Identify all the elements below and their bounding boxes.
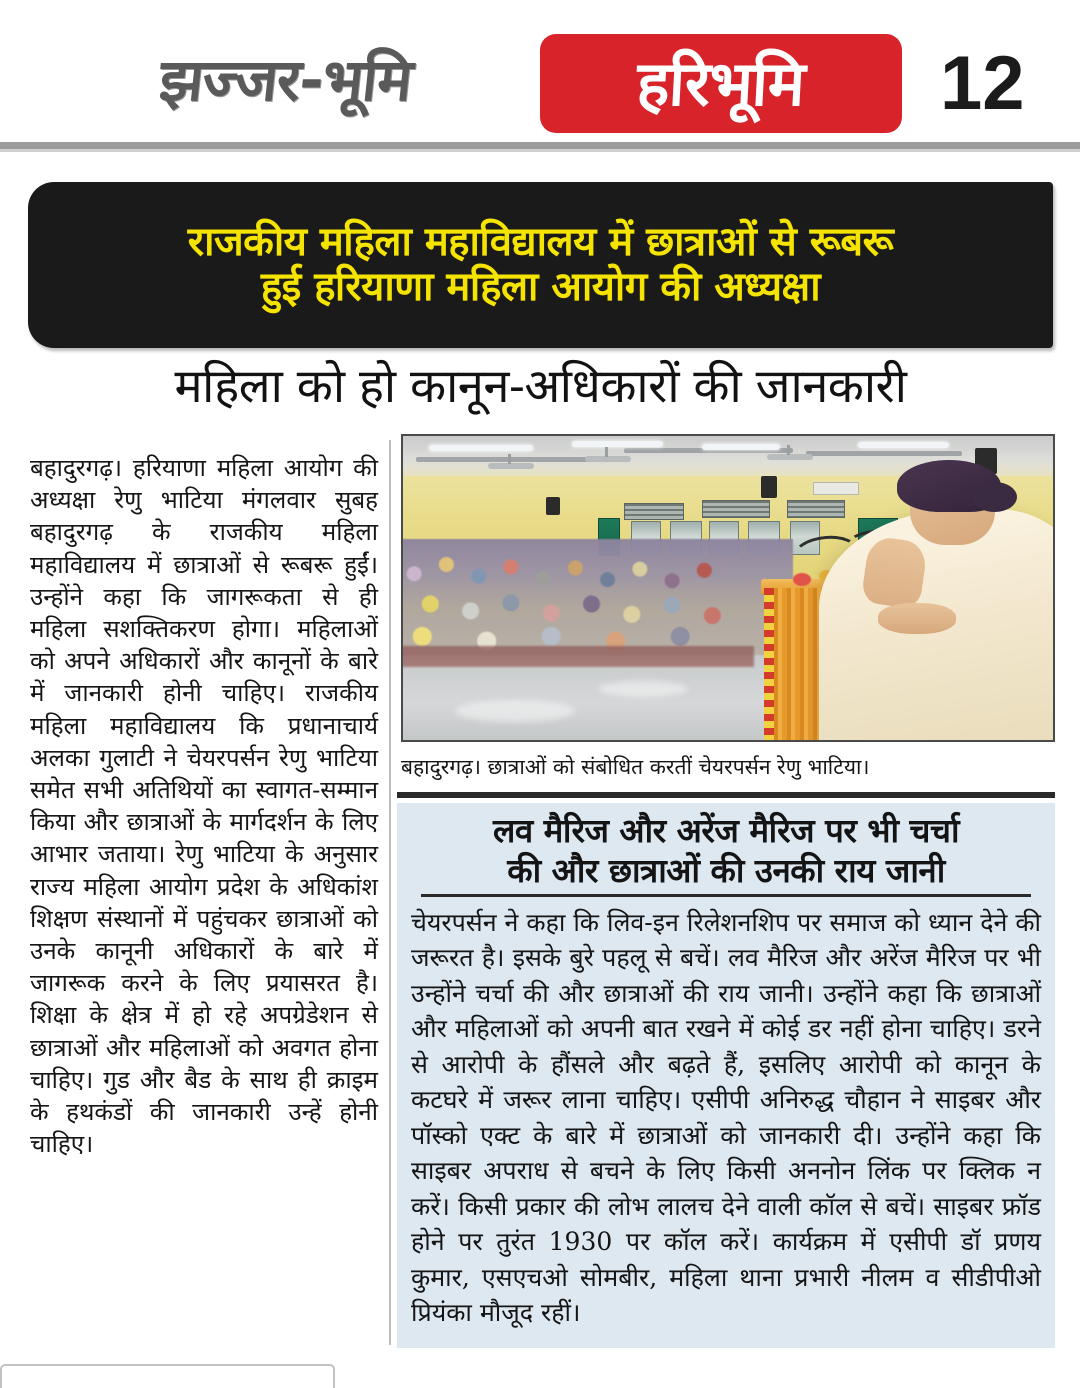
caption-divider-rule [397, 792, 1055, 798]
masthead-brand-text: हरिभूमि [635, 46, 807, 120]
article-photo [401, 434, 1055, 742]
sub-headline-text: महिला को हो कानून-अधिकारों की जानकारी [174, 358, 907, 414]
headline-banner [28, 182, 1053, 348]
photo-scene [403, 436, 1053, 740]
photo-floor-reflection [455, 700, 575, 722]
photo-flower-decoration [793, 573, 811, 586]
photo-window-louver [787, 500, 845, 518]
photo-caption-text: बहादुरगढ़। छात्राओं को संबोधित करतीं चेयरपर्सन रेणु भाटिया। [401, 754, 870, 779]
column-divider [389, 440, 391, 1345]
sidebar-body-text: चेयरपर्सन ने कहा कि लिव-इन रिलेशनशिप पर समाज को ध्यान देने की जरूरत है। इसके बुरे पहलू से बचें। लव मैरिज और अरेंज मैरिज पर भी उन्होंने चर्चा की और छात्राओं की राय जानी। उन्होंने कहा कि छात्राओं और महिलाओं को अपनी बात रखने में कोई डर नहीं होना चाहिए। डरने से आरोपी के हौंसले और बढ़ते हैं, इसलिए आरोपी को कानून के कटघरे में जरूर लाना चाहिए। एसीपी अनिरुद्ध चौहान ने साइबर और पॉस्को एक्ट के बारे में छात्राओं को जानकारी दी। उन्होंने कहा कि साइबर अपराध से बचने के लिए किसी अननोन लिंक पर क्लिक न करें। किसी प्रकार की लोभ लालच देने वाली कॉल से बचें। साइबर फ्रॉड होने पर तुरंत 1930 पर कॉल करें। कार्यक्रम में एसीपी डॉ प्रणय कुमार, एसएचओ सोमबीर, महिला थाना प्रभारी नीलम व सीडीपीओ प्रियंका मौजूद रहीं। [411, 907, 1041, 1327]
photo-ceiling-fan [767, 454, 813, 460]
masthead-divider-rule [0, 142, 1080, 149]
photo-audience [403, 539, 793, 655]
sub-headline [28, 355, 1053, 417]
sidebar-box [397, 803, 1055, 1348]
photo-tube-light [858, 442, 949, 448]
photo-ceiling-fan [585, 456, 631, 462]
photo-tube-light [702, 444, 780, 450]
photo-ceiling-fan [488, 463, 534, 469]
article-left-column [30, 452, 378, 1342]
sidebar-title-underline [421, 894, 1031, 897]
photo-window-louver [624, 503, 684, 520]
photo-ceiling-beam [416, 457, 611, 462]
masthead [0, 0, 1080, 150]
photo-speaker-hair-bun [972, 482, 1018, 512]
headline-line-1: राजकीय महिला महाविद्यालय में छात्राओं से रूबरू [187, 219, 894, 266]
masthead-local-edition: झज्जर-भूमि [156, 46, 415, 114]
sidebar-title-line-1: लव मैरिज और अरेंज मैरिज पर भी चर्चा [492, 811, 960, 850]
photo-ceiling-beam [806, 451, 962, 456]
page-number: 12 [940, 41, 1025, 126]
article-body-text: बहादुरगढ़। हरियाणा महिला आयोग की अध्यक्षा रेणु भाटिया मंगलवार सुबह बहादुरगढ़ के राजकीय महिला महाविद्यालय में छात्राओं से रूबरू हुईं। उन्होंने कहा कि जागरूकता से ही महिला सशक्तिकरण होगा। महिलाओं को अपने अधिकारों और कानूनों के बारे में जानकारी होनी चाहिए। राजकीय महिला महाविद्यालय कि प्रधानाचार्य अलका गुलाटी ने चेयरपर्सन रेणु भाटिया समेत सभी अतिथियों का स्वागत-सम्मान किया और छात्राओं के मार्गदर्शन के लिए आभार जताया। रेणु भाटिया के अनुसार राज्य महिला आयोग प्रदेश के अधिकांश शिक्षण संस्थानों में पहुंचकर छात्राओं को उनके कानूनी अधिकारों के बारे में जागरूक करने के लिए प्रयासरत है। शिक्षा के क्षेत्र में हो रहे अपग्रेडेशन से छात्राओं और महिलाओं को अवगत होना चाहिए। गुड और बैड के साथ ही क्राइम के हथकंडों की जानकारी उन्हें होनी चाहिए। [30, 454, 378, 1159]
photo-wall-speaker [761, 476, 777, 498]
photo-wall-speaker [546, 497, 560, 515]
photo-air-conditioner [813, 482, 859, 495]
photo-caption [401, 750, 1055, 784]
photo-speaker-hand [878, 603, 956, 633]
photo-podium-trim [764, 588, 774, 740]
masthead-brand-logo [540, 34, 902, 133]
photo-tube-light [429, 445, 533, 451]
photo-tube-light [572, 441, 663, 447]
sidebar-title-line-2: की और छात्राओं की उनकी राय जानी [507, 851, 945, 891]
photo-window-louver [702, 500, 770, 518]
sidebar-body [411, 905, 1041, 1331]
photo-floor-mat [403, 646, 754, 667]
bottom-panel-fragment [0, 1364, 335, 1388]
headline-line-2: हुई हरियाणा महिला आयोग की अध्यक्षा [260, 264, 821, 310]
